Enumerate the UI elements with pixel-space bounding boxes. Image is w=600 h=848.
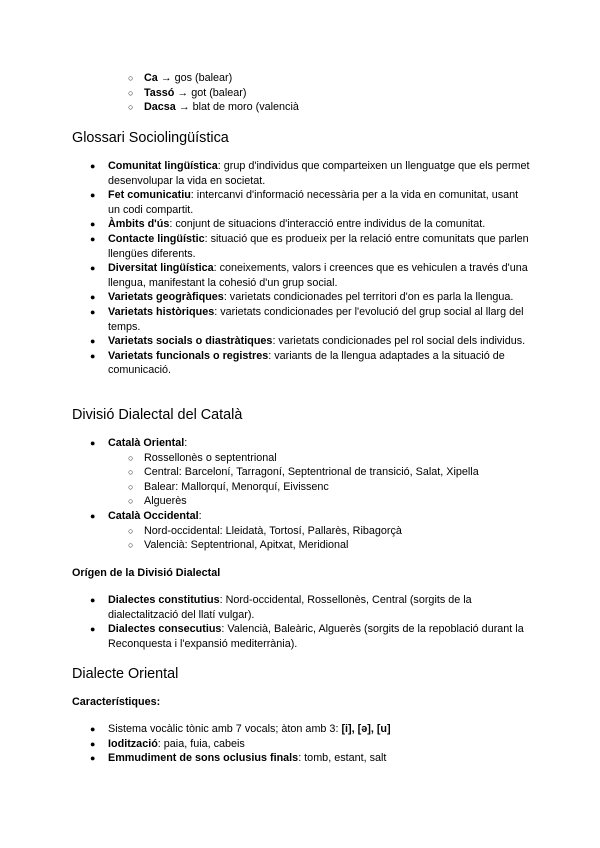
filled-bullet-icon: ●: [90, 624, 96, 635]
arrow-icon: →: [177, 86, 189, 99]
divisio-list: [0, 436, 600, 553]
list-item-term: Dacsa: [144, 101, 176, 114]
list-item-term: Varietats funcionals o registres: [108, 349, 269, 362]
list-item: [0, 538, 600, 553]
section-heading-glossari: Glossari Sociolingüística: [72, 130, 229, 146]
list-item-text: : intercanvi d'informació necessària per a la vida en comunitat, usant un codi compartit.: [108, 189, 519, 216]
list-item: [0, 524, 600, 539]
list-item-term: Diversitat lingüística: [108, 262, 214, 275]
list-item: [0, 480, 600, 495]
list-item: [0, 436, 600, 451]
list-item-term: Fet comunicatiu: [108, 189, 191, 202]
list-item-text: :: [184, 437, 188, 449]
list-item-text: : tomb, estant, salt: [298, 752, 387, 765]
section-heading-divisio: Divisió Dialectal del Català: [72, 407, 243, 423]
list-item: [0, 737, 600, 752]
filled-bullet-icon: ●: [90, 219, 96, 230]
list-item-term: Tassó: [144, 86, 175, 99]
list-item-text: gos (balear): [174, 72, 233, 84]
hollow-bullet-icon: ○: [128, 496, 134, 507]
hollow-bullet-icon: ○: [128, 467, 134, 478]
list-item-term: Comunitat lingüística: [108, 160, 218, 172]
list-item-term: Ca: [144, 72, 158, 84]
list-item: [0, 305, 600, 334]
list-item-term: Varietats històriques: [108, 305, 215, 318]
list-item: [0, 86, 600, 101]
list-item-term: Varietats geogràfiques: [108, 291, 224, 304]
list-item: [0, 232, 600, 261]
arrow-icon: →: [160, 72, 172, 84]
list-item-text: Central: Barceloní, Tarragoní, Septentrional de transició, Salat, Xipella: [144, 466, 479, 479]
list-item: [0, 465, 600, 480]
filled-bullet-icon: ●: [90, 738, 96, 749]
list-item-term: Àmbits d'ús: [108, 218, 170, 231]
hollow-bullet-icon: ○: [128, 540, 134, 551]
list-item-text: Nord-occidental: Lleidatà, Tortosí, Pallarès, Ribagorçà: [144, 524, 402, 537]
list-item-text: : varietats condicionades pel rol social dels individus.: [272, 335, 526, 348]
list-item: [0, 159, 600, 188]
list-item-text: : situació que es produeix per la relació entre comunitats que parlen llengües diferents.: [108, 232, 529, 260]
list-item: [0, 722, 600, 737]
subsection-heading-origen: Orígen de la Divisió Dialectal: [72, 567, 221, 579]
list-item: [0, 261, 600, 290]
list-item: [0, 290, 600, 305]
arrow-icon: →: [178, 101, 190, 114]
list-item: [0, 188, 600, 217]
list-item-text: :: [198, 509, 202, 522]
hollow-bullet-icon: ○: [128, 481, 134, 492]
filled-bullet-icon: ●: [90, 438, 96, 448]
list-item-term: Contacte lingüístic: [108, 232, 205, 245]
hollow-bullet-icon: ○: [128, 102, 134, 113]
subsection-heading-caracteristiques: Característiques:: [72, 696, 161, 708]
list-item-text: Sistema vocàlic tònic amb 7 vocals; àton amb 3:: [108, 723, 342, 735]
list-item: [0, 622, 600, 651]
list-item-text: blat de moro (valencià: [192, 101, 299, 114]
list-item-text: : coneixements, valors i creences que es vehiculen a través d'una llengua, manifestant la cohesió d'un grup social.: [108, 262, 528, 289]
list-item-text: : Valencià, Baleàric, Alguerès (sorgits de la repoblació durant la Reconquesta i l'expansió mediterrània).: [108, 623, 524, 650]
list-item-term: Emmudiment de sons oclusius finals: [108, 752, 299, 765]
list-item-text: : varietats condicionades per l'evolució del grup social al llarg del temps.: [108, 305, 524, 333]
filled-bullet-icon: ●: [90, 724, 96, 734]
list-item-text: : grup d'individus que comparteixen un llenguatge que els permet desenvolupar la vida en societat.: [108, 160, 530, 187]
list-item-text: : variants de la llengua adaptades a la situació de comunicació.: [108, 349, 505, 377]
list-item-term: Dialectes constitutius: [108, 594, 220, 606]
list-item-term: Català Occidental: [108, 509, 199, 522]
list-item-text: Valencià: Septentrional, Apitxat, Meridional: [144, 539, 349, 552]
list-item: [0, 593, 600, 622]
list-item-text: got (balear): [191, 86, 247, 99]
filled-bullet-icon: ●: [90, 753, 96, 764]
list-item-term: Varietats socials o diastràtiques: [108, 335, 273, 348]
list-item: [0, 100, 600, 115]
hollow-bullet-icon: ○: [128, 452, 134, 463]
list-item: [0, 334, 600, 349]
list-item-term: Català Oriental: [108, 437, 185, 449]
oriental-list: [0, 722, 600, 766]
section-heading-oriental: Dialecte Oriental: [72, 666, 179, 682]
list-item-text: Balear: Mallorquí, Menorquí, Eivissenc: [144, 480, 329, 493]
list-item-text: : conjunt de situacions d'interacció entre individus de la comunitat.: [169, 218, 486, 231]
filled-bullet-icon: ●: [90, 161, 96, 171]
list-item: [0, 217, 600, 232]
filled-bullet-icon: ●: [90, 292, 96, 303]
filled-bullet-icon: ●: [90, 263, 96, 274]
list-item-text: Alguerès: [144, 495, 187, 508]
list-item-text: : varietats condicionades pel territori d'on es parla la llengua.: [223, 291, 514, 304]
list-item-term: Iodització: [108, 737, 158, 750]
list-item: [0, 751, 600, 766]
filled-bullet-icon: ●: [90, 336, 96, 347]
filled-bullet-icon: ●: [90, 190, 96, 201]
list-item-term: [i], [ə], [u]: [341, 723, 391, 735]
hollow-bullet-icon: ○: [128, 87, 134, 98]
filled-bullet-icon: ●: [90, 510, 96, 521]
filled-bullet-icon: ●: [90, 595, 96, 605]
list-item: [0, 494, 600, 509]
list-item-term: Dialectes consecutius: [108, 623, 222, 636]
list-item: [0, 71, 600, 86]
list-item: [0, 451, 600, 466]
filled-bullet-icon: ●: [90, 306, 96, 317]
list-item: [0, 349, 600, 378]
list-item: [0, 509, 600, 524]
list-item-text: : Nord-occidental, Rossellonès, Central (sorgits de la dialectalització del llatí vulgar).: [108, 594, 472, 621]
top-sublist: [0, 71, 600, 115]
origen-list: [0, 593, 600, 651]
glossari-list: [0, 159, 600, 378]
list-item-text: : paia, fuia, cabeis: [157, 737, 245, 750]
filled-bullet-icon: ●: [90, 350, 96, 361]
hollow-bullet-icon: ○: [128, 73, 134, 83]
list-item-text: Rossellonès o septentrional: [144, 451, 277, 464]
filled-bullet-icon: ●: [90, 233, 96, 244]
hollow-bullet-icon: ○: [128, 525, 134, 536]
